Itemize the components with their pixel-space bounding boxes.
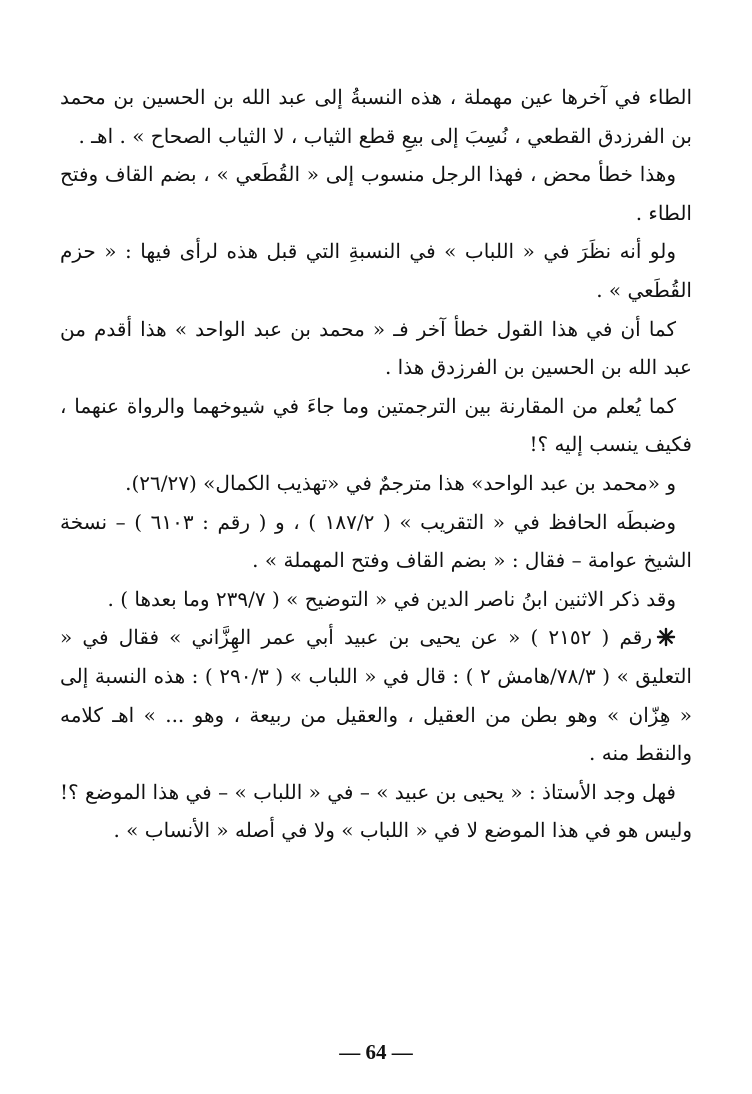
page-body-text [60,78,692,850]
paragraph-3: ولو أنه نظَرَ في « اللباب » في النسبةِ التي قبل هذه لرأى فيها : « حزم القُطَعي » . [60,239,692,302]
paragraph-7: وضبطَه الحافظ في « التقريب » ( ١٨٧/٢ ) ، و ( رقم : ٦١٠٣ ) – نسخة الشيخ عوامة – فقال : « بضم القاف وفتح المهملة » . [60,509,692,573]
paragraph-10: فهل وجد الأستاذ : « يحيى بن عبيد » – في « اللباب » – في هذا الموضع ؟! وليس هو في هذا الموضع لا في « اللباب » ولا في أصله « الأنساب » . [60,779,692,843]
asterisk-star-icon [656,627,676,647]
page-number: — 64 — [339,1040,413,1064]
paragraph-6: و «محمد بن عبد الواحد» هذا مترجمٌ في «تهذيب الكمال» (٢٦/٢٧). [125,470,676,495]
paragraph-8: وقد ذكر الاثنين ابنُ ناصر الدين في « التوضيح » ( ٢٣٩/٧ وما بعدها ) . [107,586,676,611]
paragraph-9-text: رقم ( ٢١٥٢ ) « عن يحيى بن عبيد أبي عمر الهِزَّاني » فقال في « التعليق » ( ٧٨/٣/هامش ٢ ) : قال في « اللباب » ( ٢٩٠/٣ ) : هذه النسبة إلى « هِزّان » وهو بطن من العقيل ، والعقيل من ربيعة ، وهو ... » اهـ كلامه والنقط منه . [60,625,692,766]
paragraph-5: كما يُعلم من المقارنة بين الترجمتين وما جاءَ في شيوخهما والرواة عنهما ، فكيف ينسب إليه ؟! [60,393,692,457]
paragraph-4: كما أن في هذا القول خطأ آخر فـ « محمد بن عبد الواحد » هذا أقدم من عبد الله بن الحسين بن الفرزدق هذا . [60,316,692,380]
paragraph-1: الطاء في آخرها عين مهملة ، هذه النسبةُ إلى عبد الله بن الحسين بن محمد بن الفرزدق القطعي ، نُسِبَ إلى بيعِ قطع الثياب ، لا الثياب الصحاح » . اهـ . [60,85,692,148]
paragraph-9 [60,618,692,772]
paragraph-2: وهذا خطأ محض ، فهذا الرجل منسوب إلى « القُطَعي » ، بضم القاف وفتح الطاء . [60,162,692,225]
